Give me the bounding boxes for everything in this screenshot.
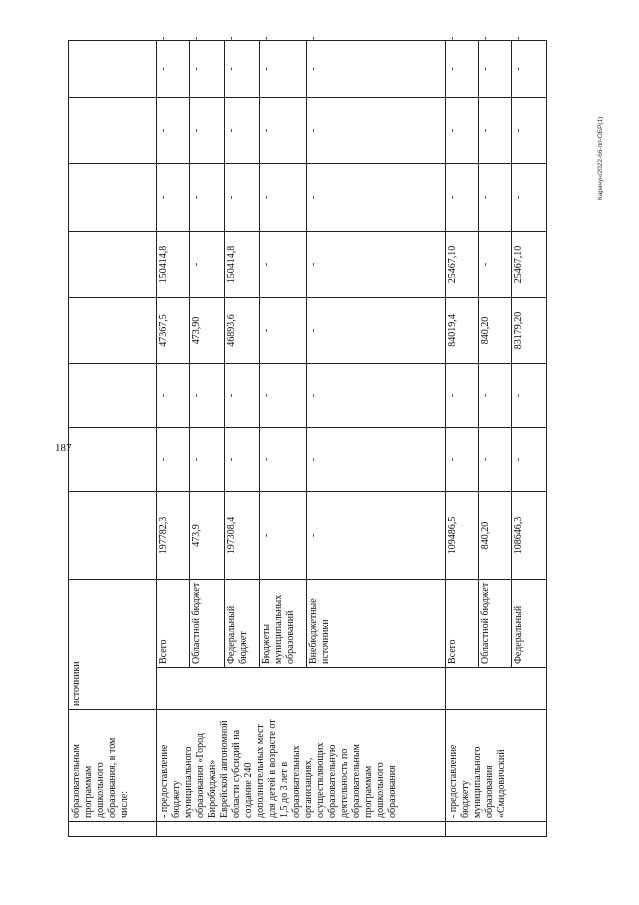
value-cell: 83179,20	[513, 311, 524, 350]
gap-cell	[157, 668, 446, 710]
program-name-cell: образовательным программам дошкольного образования, в том числе:	[69, 710, 157, 822]
rotated-budget-table	[68, 36, 554, 837]
value-cell: -	[308, 533, 319, 538]
value-cell: -	[260, 298, 307, 363]
value-cell: 473,90	[190, 298, 225, 363]
value-cell: -	[446, 428, 479, 491]
source-label: Федеральный	[513, 605, 524, 664]
value-cell: 108646,3	[513, 516, 524, 555]
value-cell: -	[260, 364, 307, 427]
value-column	[446, 428, 547, 492]
value-cell: -	[190, 364, 225, 427]
gap-cell	[446, 668, 547, 710]
value-cell	[69, 298, 157, 364]
source-label: Внебюджетные источники	[308, 598, 331, 664]
program-name-cell: - предоставление бюджету муниципального образования «Смидовичский	[446, 710, 547, 822]
value-cell: -	[308, 457, 319, 462]
value-cell: -	[308, 195, 319, 200]
value-cell: 25467,10	[446, 232, 479, 297]
source-label: Всего	[446, 580, 479, 667]
value-cell: -	[513, 457, 524, 462]
value-cell: -	[446, 164, 479, 231]
budget-table	[68, 36, 547, 837]
value-cell: -	[157, 164, 190, 231]
program-name-cell: - предоставление бюджету муниципального образования «Город Биробиджан» Еврейской автономной области субсидий на создание 240 дополнительных мест для детей в возрасте от 1,5 до 3 лет в образовательных организациях, осуществляющих образовательную деятельность по образовательным программам дошкольного образования	[157, 710, 446, 822]
source-label: Областной бюджет	[190, 580, 225, 667]
value-cell: -	[190, 428, 225, 491]
value-cell: 197308,4	[225, 492, 260, 579]
value-cell: -	[190, 164, 225, 231]
value-cell	[69, 98, 157, 164]
value-cell: -	[308, 328, 319, 333]
value-cell: 473,9	[190, 492, 225, 579]
value-column	[157, 298, 446, 364]
value-cell: -	[225, 428, 260, 491]
value-cell	[69, 41, 157, 98]
value-cell: 150414,8	[225, 232, 260, 297]
value-cell	[69, 364, 157, 428]
value-cell: -	[260, 98, 307, 163]
empty-cell	[446, 822, 547, 837]
value-cell: 197782,3	[157, 492, 190, 579]
value-cell: -	[225, 41, 260, 97]
table-row: - предоставление бюджету муниципального образования «Город Биробиджан» Еврейской автономной области субсидий на создание 240 дополнительных мест для детей в возрасте от 1,5 до 3 лет в образовательных организациях, осуществляющих образовательную деятельность по образовательным программам дошкольного образования Всего Областной бюджет Федеральный бюджет Бюджеты муниципальных образований Внебюджетные источники 197782,3 473,9 197308,4 - - - - - - - - - - - - 47367,5 473,90 46893,6 - - 150414,8 - 150414,8 - - - - - - - - - - - - - - - - - - - - - -	[157, 41, 446, 837]
value-cell: -	[308, 262, 319, 267]
value-cell: -	[479, 428, 512, 491]
value-cell: -	[308, 393, 319, 398]
value-column	[446, 98, 547, 164]
value-cell: -	[225, 98, 260, 163]
value-cell: -	[190, 98, 225, 163]
value-cell: -	[479, 164, 512, 231]
source-label: Бюджеты муниципальных образований	[260, 580, 307, 667]
page-number: 187	[55, 442, 72, 454]
value-column	[446, 232, 547, 298]
value-cell: -	[157, 41, 190, 97]
value-column	[446, 164, 547, 232]
source-stack	[157, 580, 446, 668]
value-column	[446, 41, 547, 98]
value-column	[157, 492, 446, 580]
value-column	[446, 298, 547, 364]
value-column	[157, 98, 446, 164]
value-cell	[69, 428, 157, 492]
value-cell: 840,20	[479, 298, 512, 363]
value-cell: 109486,5	[446, 492, 479, 579]
value-cell: -	[446, 364, 479, 427]
source-label: Федеральный бюджет	[225, 580, 260, 667]
value-cell: -	[479, 41, 512, 97]
value-cell	[69, 164, 157, 232]
value-column	[157, 232, 446, 298]
value-cell: -	[479, 98, 512, 163]
value-cell: -	[157, 98, 190, 163]
value-cell: -	[479, 364, 512, 427]
value-column	[157, 428, 446, 492]
value-column	[157, 164, 446, 232]
value-cell: -	[446, 41, 479, 97]
source-stack	[446, 580, 547, 668]
value-column	[446, 364, 547, 428]
table-row	[69, 41, 157, 837]
value-cell: -	[260, 41, 307, 97]
value-cell: -	[513, 67, 524, 71]
document-code: Карачун/2022-66-пп-ОБР(1)	[597, 116, 604, 200]
source-cell: источники	[69, 580, 157, 710]
value-cell: 47367,5	[157, 298, 190, 363]
source-label: Областной бюджет	[479, 580, 512, 667]
value-cell: -	[513, 393, 524, 398]
value-cell: -	[308, 128, 319, 133]
value-cell: -	[260, 232, 307, 297]
value-column	[446, 492, 547, 580]
value-cell: 46893,6	[225, 298, 260, 363]
value-cell: 840,20	[479, 492, 512, 579]
value-cell: -	[260, 428, 307, 491]
empty-cell	[69, 822, 157, 837]
value-column	[157, 364, 446, 428]
value-cell: -	[308, 67, 319, 71]
value-cell: -	[260, 164, 307, 231]
value-cell	[69, 492, 157, 580]
value-cell: 25467,10	[513, 245, 524, 284]
empty-cell	[157, 822, 446, 837]
value-cell: -	[446, 98, 479, 163]
value-cell: -	[225, 164, 260, 231]
value-cell	[69, 232, 157, 298]
value-cell: -	[260, 492, 307, 579]
value-cell: -	[225, 364, 260, 427]
value-column	[157, 41, 446, 98]
value-cell: -	[479, 232, 512, 297]
value-cell: 84019,4	[446, 298, 479, 363]
value-cell: -	[513, 195, 524, 200]
value-cell: -	[157, 428, 190, 491]
value-cell: 150414,8	[157, 232, 190, 297]
value-cell: -	[190, 41, 225, 97]
table-row: - предоставление бюджету муниципального образования «Смидовичский Всего Областной бюджет Федеральный 109486,5 840,20 108646,3 - - - - - - 84019,4 840,20 83179,20 25467,10 - 25467,10 - - - - - - - - - - - -	[446, 41, 547, 837]
value-cell: -	[513, 128, 524, 133]
value-cell: -	[157, 364, 190, 427]
value-cell: -	[190, 232, 225, 297]
source-label: Всего	[157, 580, 190, 667]
